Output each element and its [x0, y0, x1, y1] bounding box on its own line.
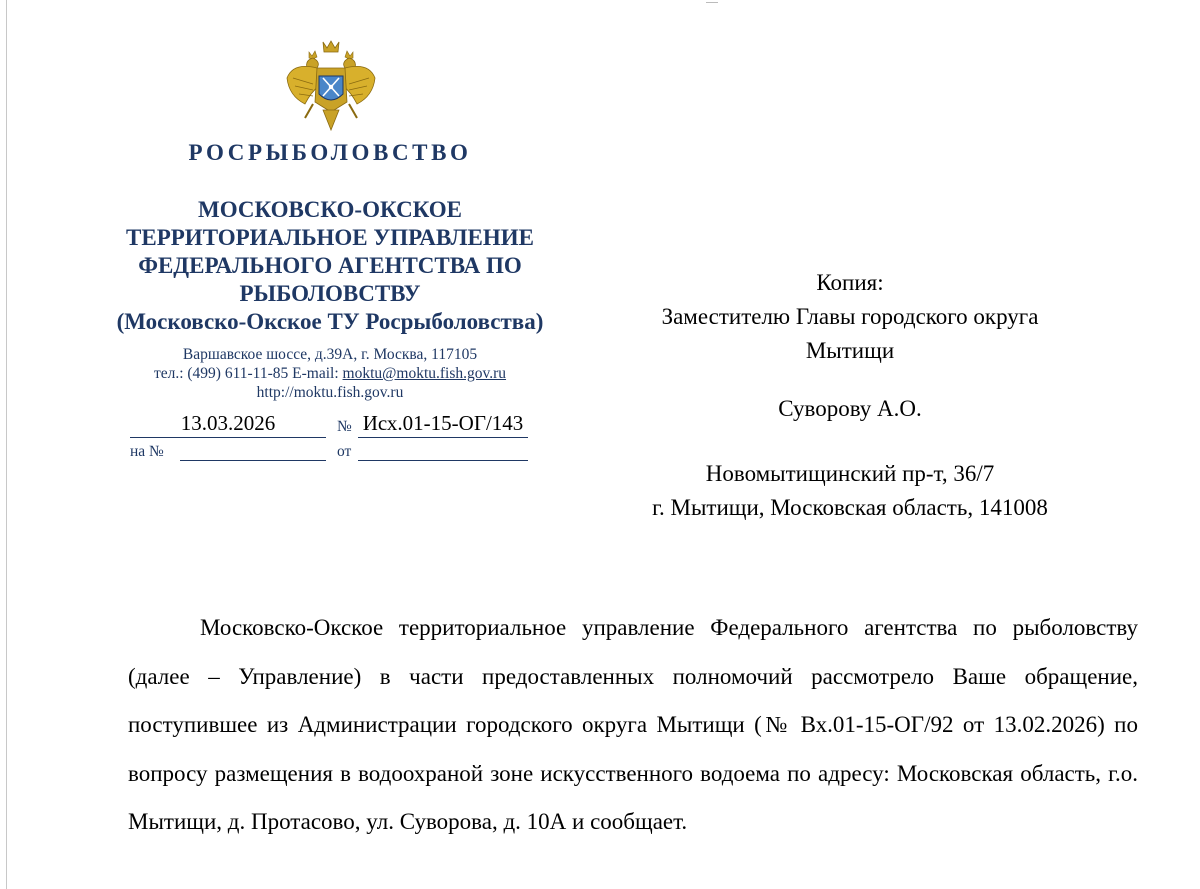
phone-email-line	[100, 364, 560, 383]
letter-body-paragraph: Московско-Окское территориальное управление Федерального агентства по рыболовству (далее – Управление) в части предоставленных полномочий рассмотрело Ваше обращение, поступившее из Администрации городского округа Мытищи (№ Вх.01-15-ОГ/92 от 13.02.2026) по вопросу размещения в водоохраной зоне искусственного водоема по адресу: Московская область, г.о. Мытищи, д. Протасово, ул. Суворова, д. 10А и сообщает.	[128, 615, 1138, 834]
double-headed-eagle-emblem-icon	[283, 38, 379, 134]
agency-name: РОСРЫБОЛОВСТВО	[188, 140, 472, 165]
postal-address: Варшавское шоссе, д.39А, г. Москва, 117105	[182, 346, 478, 363]
page-marker	[706, 2, 718, 3]
contact-block	[100, 345, 560, 402]
office-line: ФЕДЕРАЛЬНОГО АГЕНТСТВА ПО	[138, 253, 522, 278]
copy-label: Копия:	[816, 270, 884, 295]
page-edge	[6, 0, 7, 889]
office-line: РЫБОЛОВСТВУ	[239, 281, 421, 306]
outgoing-date: 13.03.2026	[130, 410, 326, 438]
number-label: №	[337, 418, 352, 435]
reference-number-blank	[180, 460, 326, 461]
recipient-name: Суворову А.О.	[778, 396, 922, 421]
phone-text: тел.: (499) 611-11-85 E-mail:	[153, 365, 343, 382]
recipient-title: Заместителю Главы городского округа	[661, 304, 1039, 329]
reference-date-blank	[358, 460, 528, 461]
recipient-city: г. Мытищи, Московская область, 141008	[652, 495, 1048, 520]
email-link[interactable]: moktu@moktu.fish.gov.ru	[342, 365, 507, 382]
recipient-address	[590, 457, 1110, 525]
reference-date-label: от	[337, 443, 352, 460]
reference-number-label: на №	[130, 443, 164, 460]
office-line: МОСКОВСКО-ОКСКОЕ	[197, 197, 463, 222]
recipient-street: Новомытищинский пр-т, 36/7	[705, 461, 995, 486]
office-line: (Московско-Окское ТУ Росрыболовства)	[116, 309, 544, 334]
recipient-block	[590, 266, 1110, 368]
office-name	[100, 196, 560, 336]
office-line: ТЕРРИТОРИАЛЬНОЕ УПРАВЛЕНИЕ	[126, 225, 534, 250]
recipient-title-city: Мытищи	[805, 338, 895, 363]
outgoing-number: Исх.01-15-ОГ/143	[358, 410, 528, 438]
website-link[interactable]: http://moktu.fish.gov.ru	[256, 384, 404, 401]
